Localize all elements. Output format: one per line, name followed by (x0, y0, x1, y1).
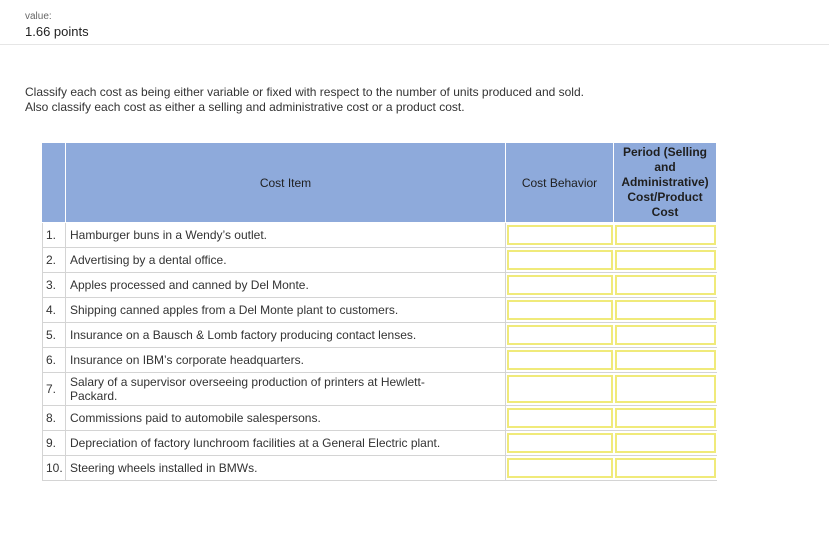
cost-behavior-cell (506, 373, 614, 406)
cost-behavior-cell (506, 248, 614, 273)
table-row (43, 431, 717, 456)
question-header (0, 0, 829, 45)
cost-behavior-dropdown[interactable] (507, 408, 613, 428)
period-product-dropdown[interactable] (615, 350, 716, 370)
cost-behavior-cell (506, 406, 614, 431)
row-number: 9. (43, 431, 66, 456)
header-period-line-4: Cost/Product (627, 190, 703, 204)
cost-item-text: Insurance on a Bausch & Lomb factory producing contact lenses. (66, 323, 506, 348)
instructions-line-1: Classify each cost as being either variable or fixed with respect to the number of units produced and sold. (25, 85, 584, 99)
row-number: 3. (43, 273, 66, 298)
period-product-cell (614, 273, 717, 298)
period-product-cell (614, 248, 717, 273)
instructions-line-2: Also classify each cost as either a selling and administrative cost or a product cost. (25, 100, 465, 114)
value-label: value: (25, 11, 52, 22)
cost-item-text: Apples processed and canned by Del Monte. (66, 273, 506, 298)
cost-behavior-dropdown[interactable] (507, 458, 613, 478)
period-product-cell (614, 223, 717, 248)
table-row (43, 456, 717, 481)
header-cost-behavior: Cost Behavior (506, 143, 614, 223)
cost-item-text: Insurance on IBM’s corporate headquarters. (66, 348, 506, 373)
cost-item-text: Shipping canned apples from a Del Monte plant to customers. (66, 298, 506, 323)
header-period-product-cost (614, 143, 717, 223)
question-instructions (25, 85, 785, 115)
table-row (43, 248, 717, 273)
cost-behavior-cell (506, 273, 614, 298)
header-cost-item: Cost Item (66, 143, 506, 223)
points-value: 1.66 points (25, 24, 89, 39)
period-product-dropdown[interactable] (615, 325, 716, 345)
table-row (43, 273, 717, 298)
table-row (43, 298, 717, 323)
period-product-cell (614, 298, 717, 323)
cost-behavior-cell (506, 298, 614, 323)
row-number: 2. (43, 248, 66, 273)
cost-behavior-dropdown[interactable] (507, 325, 613, 345)
row-number: 6. (43, 348, 66, 373)
row-number: 5. (43, 323, 66, 348)
period-product-dropdown[interactable] (615, 250, 716, 270)
table-row (43, 406, 717, 431)
row-number: 1. (43, 223, 66, 248)
cost-behavior-dropdown[interactable] (507, 350, 613, 370)
period-product-dropdown[interactable] (615, 225, 716, 245)
row-number: 10. (43, 456, 66, 481)
cost-item-text: Depreciation of factory lunchroom facilities at a General Electric plant. (66, 431, 506, 456)
cost-classification-table (42, 142, 717, 481)
table-row (43, 223, 717, 248)
period-product-cell (614, 431, 717, 456)
table-row (43, 323, 717, 348)
period-product-dropdown[interactable] (615, 408, 716, 428)
period-product-dropdown[interactable] (615, 433, 716, 453)
cost-behavior-dropdown[interactable] (507, 250, 613, 270)
period-product-dropdown[interactable] (615, 375, 716, 403)
period-product-cell (614, 406, 717, 431)
period-product-cell (614, 456, 717, 481)
cost-behavior-cell (506, 348, 614, 373)
period-product-dropdown[interactable] (615, 275, 716, 295)
period-product-dropdown[interactable] (615, 300, 716, 320)
row-number: 7. (43, 373, 66, 406)
table-row (43, 373, 717, 406)
period-product-cell (614, 348, 717, 373)
cost-behavior-dropdown[interactable] (507, 225, 613, 245)
header-period-line-3: Administrative) (621, 175, 709, 189)
cost-behavior-dropdown[interactable] (507, 375, 613, 403)
cost-behavior-dropdown[interactable] (507, 275, 613, 295)
header-period-line-5: Cost (651, 205, 679, 219)
cost-behavior-dropdown[interactable] (507, 433, 613, 453)
table-header-row (43, 143, 717, 223)
header-period-line-1: Period (Selling (622, 145, 707, 159)
cost-item-text: Steering wheels installed in BMWs. (66, 456, 506, 481)
header-number (43, 143, 66, 223)
header-period-line-2: and (654, 160, 676, 174)
cost-behavior-dropdown[interactable] (507, 300, 613, 320)
cost-behavior-cell (506, 223, 614, 248)
cost-behavior-cell (506, 431, 614, 456)
cost-behavior-cell (506, 456, 614, 481)
cost-item-text: Salary of a supervisor overseeing production of printers at Hewlett-Packard. (66, 373, 506, 406)
cost-item-text: Commissions paid to automobile salespersons. (66, 406, 506, 431)
period-product-cell (614, 323, 717, 348)
table-row (43, 348, 717, 373)
period-product-dropdown[interactable] (615, 458, 716, 478)
cost-item-text: Advertising by a dental office. (66, 248, 506, 273)
period-product-cell (614, 373, 717, 406)
row-number: 8. (43, 406, 66, 431)
row-number: 4. (43, 298, 66, 323)
cost-behavior-cell (506, 323, 614, 348)
cost-item-text: Hamburger buns in a Wendy’s outlet. (66, 223, 506, 248)
